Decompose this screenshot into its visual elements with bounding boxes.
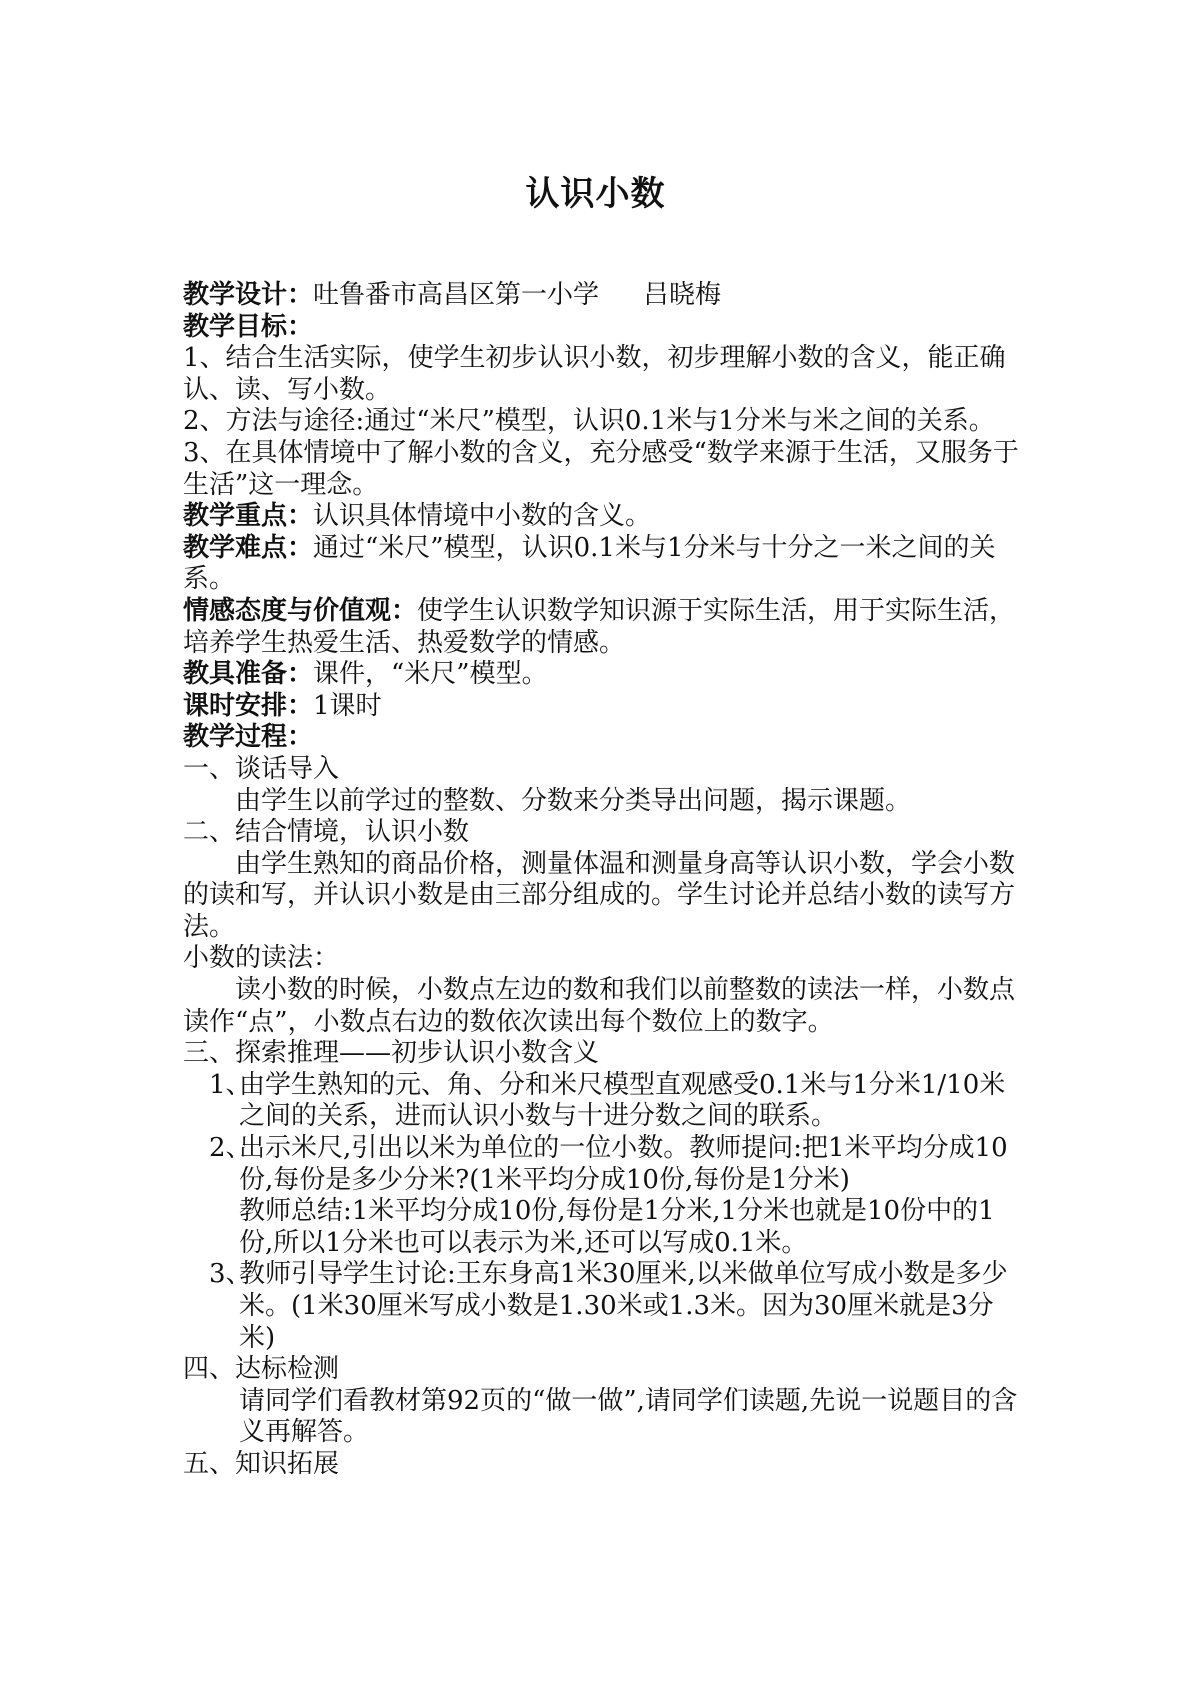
item-number: 3、 xyxy=(209,1259,252,1290)
item-number: 1、 xyxy=(209,1069,252,1100)
section-text: 由学生以前学过的整数、分数来分类导出问题，揭示课题。 xyxy=(235,785,912,816)
design-line xyxy=(183,280,1023,312)
design-label: 教学设计： xyxy=(183,280,314,310)
item-text: 出示米尺,引出以米为单位的一位小数。教师提问:把1米平均分成10份,每份是多少分米?(1米平均分成10份,每份是1分米) xyxy=(239,1133,1008,1195)
document-title: 认识小数 xyxy=(525,174,666,214)
list-item xyxy=(183,1070,1023,1133)
item-text: 教师引导学生讨论:王东身高1米30厘米,以米做单位写成小数是多少米。(1米30厘米写成小数是1.30米或1.3米。因为30厘米就是3分米) xyxy=(239,1259,1008,1353)
section-text: 由学生熟知的商品价格，测量体温和测量身高等认识小数，学会小数的读和写，并认识小数是由三部分组成的。学生讨论并总结小数的读写方法。 xyxy=(183,848,1016,942)
item-text: 由学生熟知的元、角、分和米尺模型直观感受0.1米与1分米1/10米之间的关系，进而认识小数与十进分数之间的联系。 xyxy=(239,1069,1006,1132)
section-heading: 三、探索推理——初步认识小数含义 xyxy=(183,1038,600,1069)
objective-item: 2、方法与途径:通过“米尺”模型，认识0.1米与1分米与米之间的关系。 xyxy=(183,406,995,437)
design-school: 吐鲁番市高昌区第一小学 xyxy=(313,280,600,310)
list-item xyxy=(183,1259,1023,1354)
document-body xyxy=(183,280,1023,1481)
item-number: 2、 xyxy=(209,1133,252,1164)
emotion-label: 情感态度与价值观： xyxy=(183,595,418,626)
objective-item: 1、结合生活实际，使学生初步认识小数，初步理解小数的含义，能正确认、读、写小数。 xyxy=(183,343,1006,405)
aids-text: 课件，“米尺”模型。 xyxy=(313,659,548,690)
list-item xyxy=(183,1133,1023,1259)
emotion-text: 使学生认识数学知识源于实际生活，用于实际生活，培养学生热爱生活、热爱数学的情感。 xyxy=(183,595,1016,658)
emotion-line xyxy=(183,596,1023,659)
reading-label: 小数的读法： xyxy=(183,943,340,974)
key-point-text: 认识具体情境中小数的含义。 xyxy=(313,501,652,532)
objectives-label: 教学目标： xyxy=(183,311,314,342)
objective-item: 3、在具体情境中了解小数的含义，充分感受“数学来源于生活，又服务于生活”这一理念。 xyxy=(183,437,1019,500)
schedule-text: 1课时 xyxy=(313,690,382,721)
section-heading: 二、结合情境，认识小数 xyxy=(183,817,470,848)
section-heading: 四、达标检测 xyxy=(183,1354,340,1385)
section-heading: 一、谈话导入 xyxy=(183,753,340,784)
key-point-label: 教学重点： xyxy=(183,501,314,532)
section-text: 请同学们看教材第92页的“做一做”,请同学们读题,先说一说题目的含义再解答。 xyxy=(239,1385,1018,1448)
difficulty-line xyxy=(183,533,1023,596)
key-point-line xyxy=(183,501,1023,533)
difficulty-label: 教学难点： xyxy=(183,532,314,563)
process-label: 教学过程： xyxy=(183,722,314,753)
schedule-line xyxy=(183,691,1023,723)
item-extra-text: 教师总结:1米平均分成10份,每份是1分米,1分米也就是10份中的1份,所以1分米也可以表示为米,还可以写成0.1米。 xyxy=(239,1196,995,1258)
schedule-label: 课时安排： xyxy=(183,690,314,721)
aids-label: 教具准备： xyxy=(183,659,314,690)
aids-line xyxy=(183,659,1023,691)
section-heading: 五、知识拓展 xyxy=(183,1448,340,1479)
design-author: 吕晓梅 xyxy=(643,280,722,310)
difficulty-text: 通过“米尺”模型，认识0.1米与1分米与十分之一米之间的关系。 xyxy=(183,532,996,595)
reading-text: 读小数的时候，小数点左边的数和我们以前整数的读法一样，小数点读作“点”，小数点右边的数依次读出每个数位上的数字。 xyxy=(183,975,1016,1037)
